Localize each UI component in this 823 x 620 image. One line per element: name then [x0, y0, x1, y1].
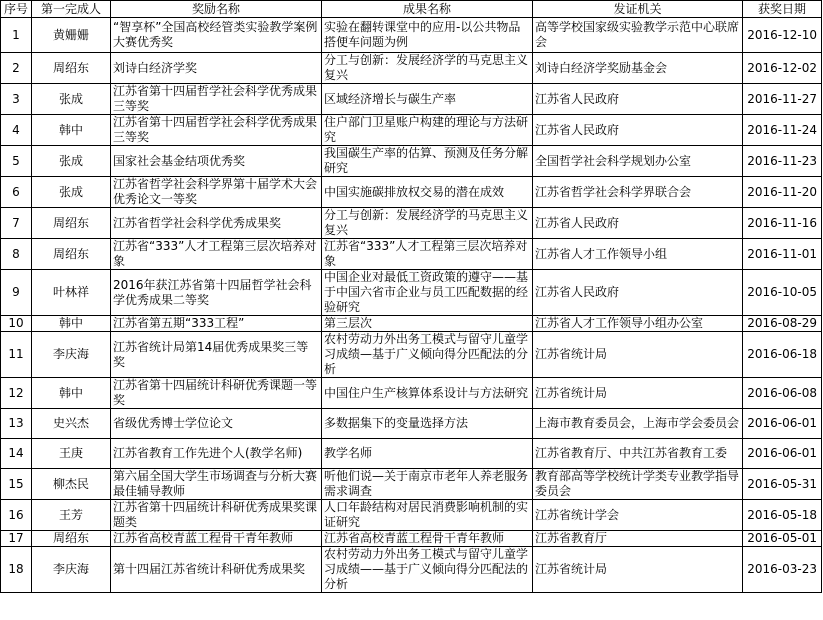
- achievement-title: 区域经济增长与碳生产率: [322, 84, 533, 115]
- header-award: 奖励名称: [111, 1, 322, 18]
- table-row: [1, 177, 822, 208]
- first-person: 张成: [32, 84, 111, 115]
- achievement-title: 江苏省高校青蓝工程骨干青年教师: [322, 531, 533, 547]
- achievement-title: 住户部门卫星账户构建的理论与方法研究: [322, 115, 533, 146]
- award-date: 2016-03-23: [743, 547, 822, 593]
- award-name: 2016年获江苏省第十四届哲学社会科学优秀成果二等奖: [111, 270, 322, 316]
- issuing-org: 刘诗白经济学奖励基金会: [533, 53, 743, 84]
- first-person: 王芳: [32, 500, 111, 531]
- achievement-title: 教学名师: [322, 439, 533, 469]
- award-date: 2016-08-29: [743, 316, 822, 332]
- table-row: [1, 53, 822, 84]
- award-name: 江苏省“333”人才工程第三层次培养对象: [111, 239, 322, 270]
- award-name: 江苏省高校青蓝工程骨干青年教师: [111, 531, 322, 547]
- first-person: 韩中: [32, 378, 111, 409]
- achievement-title: 第三层次: [322, 316, 533, 332]
- award-name: 国家社会基金结项优秀奖: [111, 146, 322, 177]
- award-date: 2016-05-31: [743, 469, 822, 500]
- row-number: 15: [1, 469, 32, 500]
- award-date: 2016-06-01: [743, 409, 822, 439]
- first-person: 王庚: [32, 439, 111, 469]
- table-row: [1, 84, 822, 115]
- row-number: 13: [1, 409, 32, 439]
- row-number: 2: [1, 53, 32, 84]
- award-date: 2016-06-18: [743, 332, 822, 378]
- row-number: 6: [1, 177, 32, 208]
- award-date: 2016-11-27: [743, 84, 822, 115]
- header-no: 序号: [1, 1, 32, 18]
- table-row: [1, 332, 822, 378]
- award-date: 2016-05-18: [743, 500, 822, 531]
- table-row: [1, 208, 822, 239]
- award-date: 2016-12-02: [743, 53, 822, 84]
- row-number: 14: [1, 439, 32, 469]
- award-date: 2016-11-24: [743, 115, 822, 146]
- row-number: 10: [1, 316, 32, 332]
- row-number: 5: [1, 146, 32, 177]
- award-name: 江苏省哲学社会科学优秀成果奖: [111, 208, 322, 239]
- award-name: 第六届全国大学生市场调查与分析大赛最佳辅导教师: [111, 469, 322, 500]
- table-row: [1, 500, 822, 531]
- issuing-org: 江苏省统计局: [533, 378, 743, 409]
- award-name: 江苏省第十四届哲学社会科学优秀成果三等奖: [111, 84, 322, 115]
- header-org: 发证机关: [533, 1, 743, 18]
- achievement-title: 听他们说—关于南京市老年人养老服务需求调查: [322, 469, 533, 500]
- achievement-title: 分工与创新：发展经济学的马克思主义复兴: [322, 208, 533, 239]
- award-name: 省级优秀博士学位论文: [111, 409, 322, 439]
- award-name: 江苏省第十四届统计科研优秀课题一等奖: [111, 378, 322, 409]
- first-person: 李庆海: [32, 547, 111, 593]
- first-person: 叶林祥: [32, 270, 111, 316]
- award-date: 2016-11-20: [743, 177, 822, 208]
- table-row: [1, 439, 822, 469]
- row-number: 9: [1, 270, 32, 316]
- table-row: [1, 239, 822, 270]
- first-person: 周绍东: [32, 53, 111, 84]
- issuing-org: 江苏省人民政府: [533, 84, 743, 115]
- award-date: 2016-06-01: [743, 439, 822, 469]
- first-person: 韩中: [32, 115, 111, 146]
- award-name: 刘诗白经济学奖: [111, 53, 322, 84]
- achievement-title: 分工与创新：发展经济学的马克思主义复兴: [322, 53, 533, 84]
- table-body: [1, 18, 822, 593]
- first-person: 张成: [32, 146, 111, 177]
- first-person: 张成: [32, 177, 111, 208]
- row-number: 3: [1, 84, 32, 115]
- first-person: 史兴杰: [32, 409, 111, 439]
- award-name: “智享杯”全国高校经管类实验教学案例大赛优秀奖: [111, 18, 322, 53]
- issuing-org: 江苏省人民政府: [533, 208, 743, 239]
- first-person: 李庆海: [32, 332, 111, 378]
- issuing-org: 江苏省统计局: [533, 332, 743, 378]
- header-title: 成果名称: [322, 1, 533, 18]
- achievement-title: 农村劳动力外出务工模式与留守儿童学习成绩—基于广义倾向得分匹配法的分析: [322, 332, 533, 378]
- first-person: 周绍东: [32, 239, 111, 270]
- award-date: 2016-11-16: [743, 208, 822, 239]
- issuing-org: 高等学校国家级实验教学示范中心联席会: [533, 18, 743, 53]
- first-person: 周绍东: [32, 531, 111, 547]
- issuing-org: 上海市教育委员会，上海市学会委员会: [533, 409, 743, 439]
- award-date: 2016-11-01: [743, 239, 822, 270]
- award-date: 2016-05-01: [743, 531, 822, 547]
- row-number: 12: [1, 378, 32, 409]
- issuing-org: 江苏省统计学会: [533, 500, 743, 531]
- header-row: [1, 1, 822, 18]
- table-row: [1, 316, 822, 332]
- row-number: 1: [1, 18, 32, 53]
- issuing-org: 江苏省统计局: [533, 547, 743, 593]
- issuing-org: 江苏省人才工作领导小组: [533, 239, 743, 270]
- achievement-title: 中国实施碳排放权交易的潜在成效: [322, 177, 533, 208]
- row-number: 18: [1, 547, 32, 593]
- first-person: 韩中: [32, 316, 111, 332]
- first-person: 周绍东: [32, 208, 111, 239]
- first-person: 柳杰民: [32, 469, 111, 500]
- achievement-title: 我国碳生产率的估算、预测及任务分解研究: [322, 146, 533, 177]
- issuing-org: 江苏省人民政府: [533, 270, 743, 316]
- table-row: [1, 547, 822, 593]
- row-number: 11: [1, 332, 32, 378]
- row-number: 16: [1, 500, 32, 531]
- issuing-org: 全国哲学社会科学规划办公室: [533, 146, 743, 177]
- achievement-title: 实验在翻转课堂中的应用-以公共物品搭便车问题为例: [322, 18, 533, 53]
- row-number: 4: [1, 115, 32, 146]
- issuing-org: 江苏省哲学社会科学界联合会: [533, 177, 743, 208]
- achievement-title: 中国企业对最低工资政策的遵守——基于中国六省市企业与员工匹配数据的经验研究: [322, 270, 533, 316]
- table-row: [1, 146, 822, 177]
- achievement-title: 多数据集下的变量选择方法: [322, 409, 533, 439]
- table-row: [1, 378, 822, 409]
- header-date: 获奖日期: [743, 1, 822, 18]
- achievement-title: 江苏省“333”人才工程第三层次培养对象: [322, 239, 533, 270]
- award-date: 2016-11-23: [743, 146, 822, 177]
- award-name: 第十四届江苏省统计科研优秀成果奖: [111, 547, 322, 593]
- header-person: 第一完成人: [32, 1, 111, 18]
- issuing-org: 江苏省人民政府: [533, 115, 743, 146]
- row-number: 7: [1, 208, 32, 239]
- first-person: 黄姗姗: [32, 18, 111, 53]
- achievement-title: 人口年龄结构对居民消费影响机制的实证研究: [322, 500, 533, 531]
- issuing-org: 江苏省教育厅: [533, 531, 743, 547]
- award-name: 江苏省教育工作先进个人(教学名师): [111, 439, 322, 469]
- award-date: 2016-10-05: [743, 270, 822, 316]
- table-row: [1, 18, 822, 53]
- award-name: 江苏省第十四届统计科研优秀成果奖课题类: [111, 500, 322, 531]
- row-number: 17: [1, 531, 32, 547]
- table-row: [1, 469, 822, 500]
- achievement-title: 中国住户生产核算体系设计与方法研究: [322, 378, 533, 409]
- table-row: [1, 270, 822, 316]
- achievement-title: 农村劳动力外出务工模式与留守儿童学习成绩——基于广义倾向得分匹配法的分析: [322, 547, 533, 593]
- award-date: 2016-12-10: [743, 18, 822, 53]
- table-row: [1, 531, 822, 547]
- award-name: 江苏省第十四届哲学社会科学优秀成果三等奖: [111, 115, 322, 146]
- issuing-org: 教育部高等学校统计学类专业教学指导委员会: [533, 469, 743, 500]
- award-name: 江苏省第五期“333工程”: [111, 316, 322, 332]
- award-date: 2016-06-08: [743, 378, 822, 409]
- issuing-org: 江苏省人才工作领导小组办公室: [533, 316, 743, 332]
- award-name: 江苏省哲学社会科学界第十届学术大会优秀论文一等奖: [111, 177, 322, 208]
- award-name: 江苏省统计局第14届优秀成果奖三等奖: [111, 332, 322, 378]
- issuing-org: 江苏省教育厅、中共江苏省教育工委: [533, 439, 743, 469]
- row-number: 8: [1, 239, 32, 270]
- table-row: [1, 409, 822, 439]
- table-row: [1, 115, 822, 146]
